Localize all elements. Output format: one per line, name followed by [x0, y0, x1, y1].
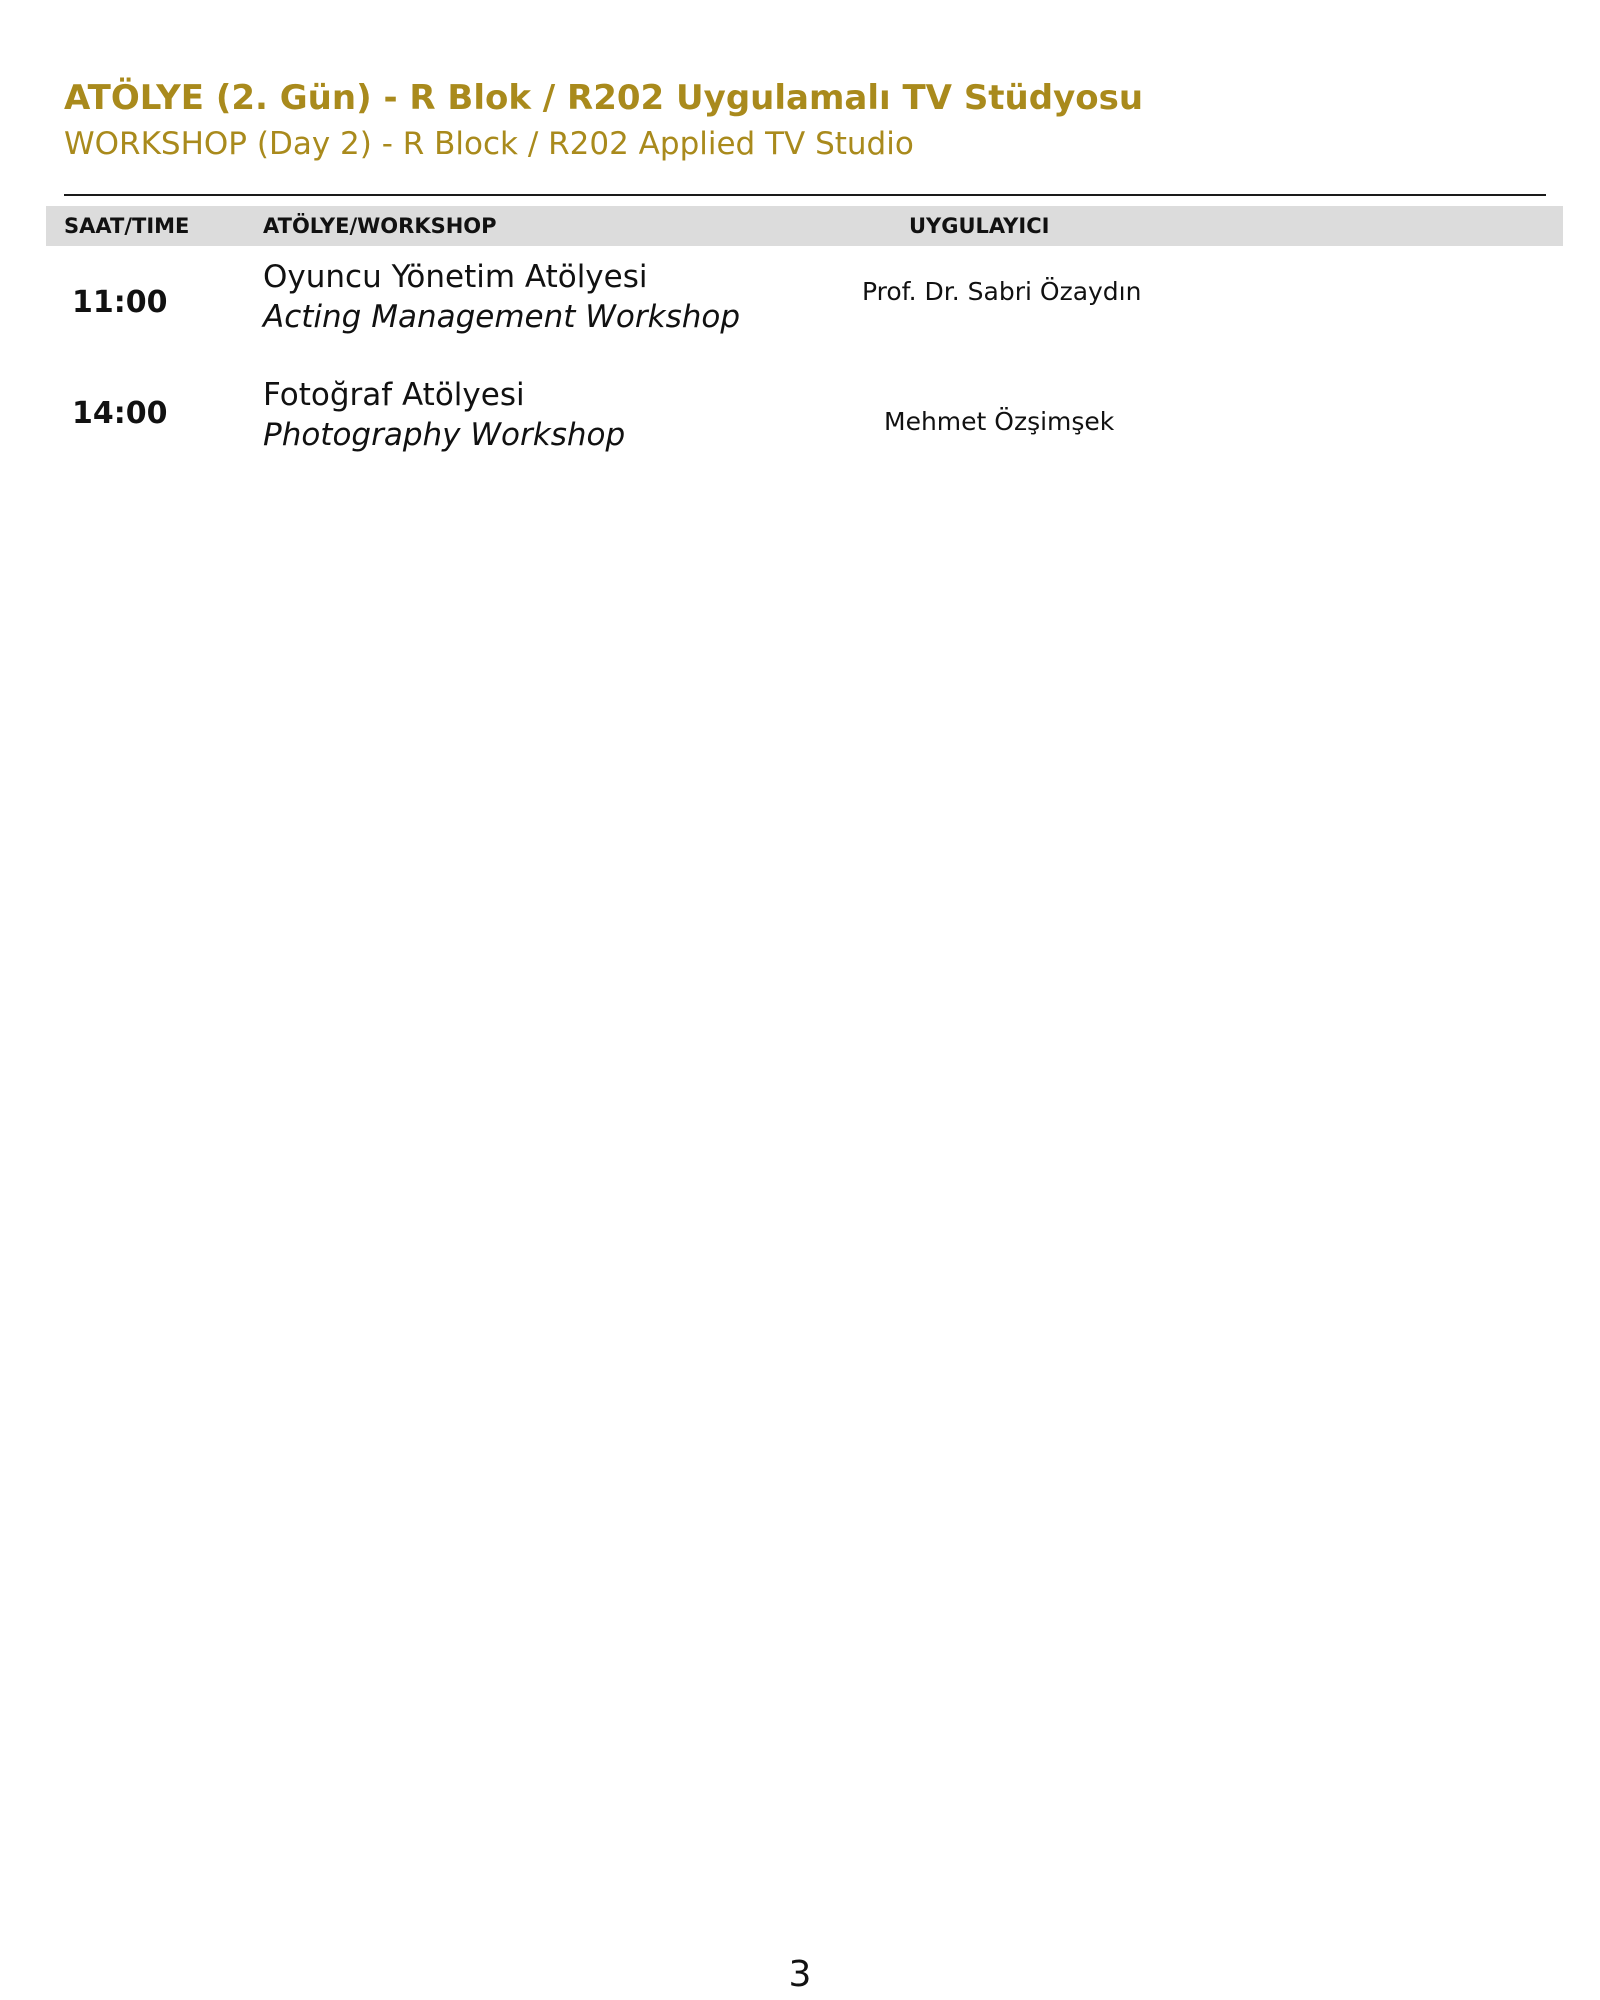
header-workshop: ATÖLYE/WORKSHOP	[263, 214, 497, 238]
page-subtitle: WORKSHOP (Day 2) - R Block / R202 Applied TV Studio	[64, 126, 914, 162]
header-time: SAAT/TIME	[64, 214, 190, 238]
row-workshop-tr: Fotoğraf Atölyesi	[263, 377, 525, 413]
row-workshop-en: Photography Workshop	[263, 417, 626, 453]
row-workshop-tr: Oyuncu Yönetim Atölyesi	[263, 259, 648, 295]
page-title: ATÖLYE (2. Gün) - R Blok / R202 Uygulamalı TV Stüdyosu	[64, 78, 1144, 118]
row-time: 14:00	[72, 396, 168, 431]
row-presenter: Prof. Dr. Sabri Özaydın	[862, 277, 1142, 306]
row-time: 11:00	[72, 285, 168, 320]
page-number: 3	[788, 1954, 812, 1995]
title-divider	[64, 194, 1546, 196]
row-presenter: Mehmet Özşimşek	[884, 407, 1115, 436]
table-header	[46, 206, 1563, 246]
row-workshop-en: Acting Management Workshop	[263, 299, 741, 335]
header-presenter: UYGULAYICI	[909, 214, 1050, 238]
